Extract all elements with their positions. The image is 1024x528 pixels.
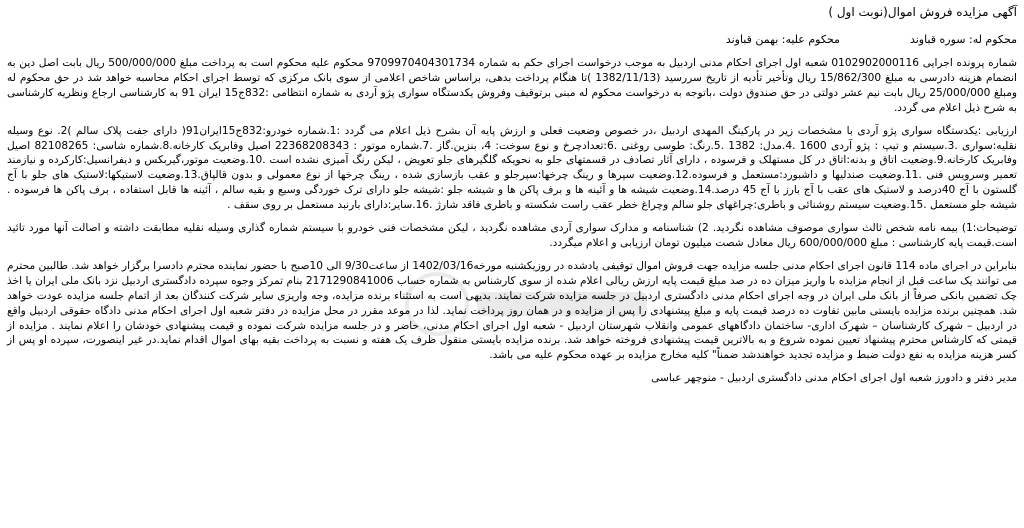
signature-line: مدیر دفتر و دادورز شعبه اول اجرای احکام مدنی دادگستری اردبیل - منوچهر عباسی [651, 372, 1017, 385]
convict-label: محکوم له: سوره قباوند [909, 33, 1017, 46]
notes-paragraph: توضیحات:1) بیمه نامه شخص ثالث سواری موصوف مشاهده نگردید. 2) شناسنامه و مدارک سواری آردی مشاهده نگردید ، لیکن مشخصات فنی خودرو با سیستم شماره گذاری وسیله نقلیه مطابقت داشته و اصالت آنها مورد تائید است.قیمت پایه کارشناسی : مبلغ 600/000/000 ریال معادل شصت میلیون تومان ارزیابی و اعلام میگردد. [7, 222, 1017, 249]
case-paragraph: شماره پرونده اجرایی 0102902000116 شعبه اول اجرای احکام مدنی اردبیل به موجب درخواست اجرای حکم به شماره 9709970404301734 محکوم علیه محکوم است به پرداخت مبلغ 500/000/000 ریال بابت اصل دین به انضمام هزینه دادرسی به مبلغ 15/862/300 ریال وتأخیر تأدیه از تاریخ سررسید (1382/11/13 )تا هنگام پرداخت بدهی، براساس شاخص اعلامی از سوی بانک مرکزی که توسط اجرای احکام محاسبه خواهد شد در حق محکوم له ومبلغ 25/000/000 ریال بابت نیم عشر دولتی در حق صندوق دولت ،باتوجه به درخواست محکوم له مبنی برتوقیف وفروش یکدستگاه سواری پژو آردی به شماره انتظامی :832ج15 ایران 91 به کارشناسی ارجاع ونظریه کارشناسی به شرح ذیل اعلام می گردد. [7, 57, 1017, 114]
vehicle-assessment-paragraph: ارزیابی :یکدستگاه سواری پژو آردی با مشخصات زیر در پارکینگ المهدی اردبیل ،در خصوص وضعیت فعلی و ارزش پایه آن بشرح ذیل اعلام می گردد :1.شماره خودرو:832ج15ایران91( دارای جفت پلاک سالم )2. نوع وسیله نقلیه:سواری .3.سیستم و تیپ : پژو آردی 1600 .4.مدل: 1382 .5.رنگ: طوسی روغنی .6:تعدادچرخ و نوع سوخت: 4، بنزین.گاز .7.شماره موتور : 22368208343 اصیل وفابریک کارخانه.8.شماره شاسی: 82108265 اصیل وفابریک کارخانه.9.وضعیت اتاق و بدنه:اتاق در کل مستهلک و فرسوده ، دارای آثار تصادف در قسمتهای جلو به نحویکه گلگیرهای جلو تعویض ، لیکن رنگ آمیزی نشده است .10.وضعیت موتور،گیربکس و دیفرانسیل:کارکرده و نیازمند تعمیر وسرویس فنی .11.وضعیت صندلیها و داشبورد:مستعمل و فرسوده.12.وضعیت سپرها و رینگ چرخها:سپرجلو و عقب بازسازی شده ، رینگ چرخها از نوع معمولی و بدون قالپاق.13.وضعیت لاستیکها:لاستیک های جلو با آج گلستون با آج 40درصد و لاستیک های عقب با آج بارز با آج 45 درصد.14.وضعیت شیشه ها و آئینه ها و برف پاکن ها و شیشه جلو :شیشه جلو دارای ترک خوردگی وسیع و بقیه سالم ، آئینه ها قابل استفاده ، برف پاکن ها فرسوده . شیشه جلو مستعمل .15.وضعیت سیستم روشنائی و باطری:چراغهای جلو سالم وچراغ خطر عقب راست شکسته و باطری فاقد شارژ .16.سایر:دارای بارنبد مستعمل بر روی سقف . [7, 124, 1018, 212]
auction-notice-page [7, 4, 1017, 520]
defendant-label: محکوم علیه: بهمن قباوند [725, 33, 840, 46]
parties-line [7, 32, 1017, 48]
notice-title: آگهی مزایده فروش اموال(نوبت اول ) [828, 5, 1017, 19]
auction-terms-paragraph: بنابراین در اجرای ماده 114 قانون اجرای احکام مدنی جلسه مزایده جهت فروش اموال توقیفی یادشده در روزیکشنبه مورخه1402/03/16 از ساعت9/30 الی 10صبح با حضور نماینده محترم دادسرا برگزار خواهد شد. طالبین محترم می توانند یک ساعت قبل از انجام مزایده با واریز میزان ده در صد مبلغ قیمت پایه ارزش ریالی اعلام شده از سوی کارشناس به شماره حساب 2171290841006 بنام تمرکز وجوه سپرده دادگستری اردبیل نزد بانک ملی ایران یا اخذ چک تضمین بانکی صرفاً از بانک ملی ایران در وجه اجرای احکام مدنی دادگستری اردبیل در جلسه مزایده شرکت نمایند. بدیهی است به استثناء برنده مزایده، وجه واریزی سایر شرکت کنندگان بعد از اتمام جلسه مزایده عودت خواهد شد. همچنین برنده مزایده بایستی مابین تفاوت ده درصد قیمت پایه و مبلغ پیشنهادی را پس از مزایده و در همان روز پرداخت نماید. لذا در موعد مقرر در محل مزایده در دفتر شعبه اول اجرای احکام مدنی دادگاه حقوقی اردبیل واقع در اردبیل – شهرک کارشناسان – شهرک اداری- ساختمان دادگاههای عمومی وانقلاب شهرستان اردبیل - شعبه اول اجرای احکام مدنی، حاضر و در جلسه مزایده شرکت نموده و قیمت پیشنهادی خودشان را اعلام نمایند . مزایده از قیمتی که کارشناس محترم پیشنهاد تعیین نموده شروع و به بالاترین قیمت پیشنهادی فروخته خواهد شد. برنده مزایده بایستی منقول ظرف یک هفته و نسبت به پرداخت بقیه بهای اموال اقدام نماید.در غیر اینصورت، سپرده او پس از کسر هزینه مزایده به نفع دولت ضبط و مزایده تجدید خواهندشد ضمناً" کلیه مخارج مزایده بر عهده محکوم علیه می باشد. [7, 259, 1017, 362]
